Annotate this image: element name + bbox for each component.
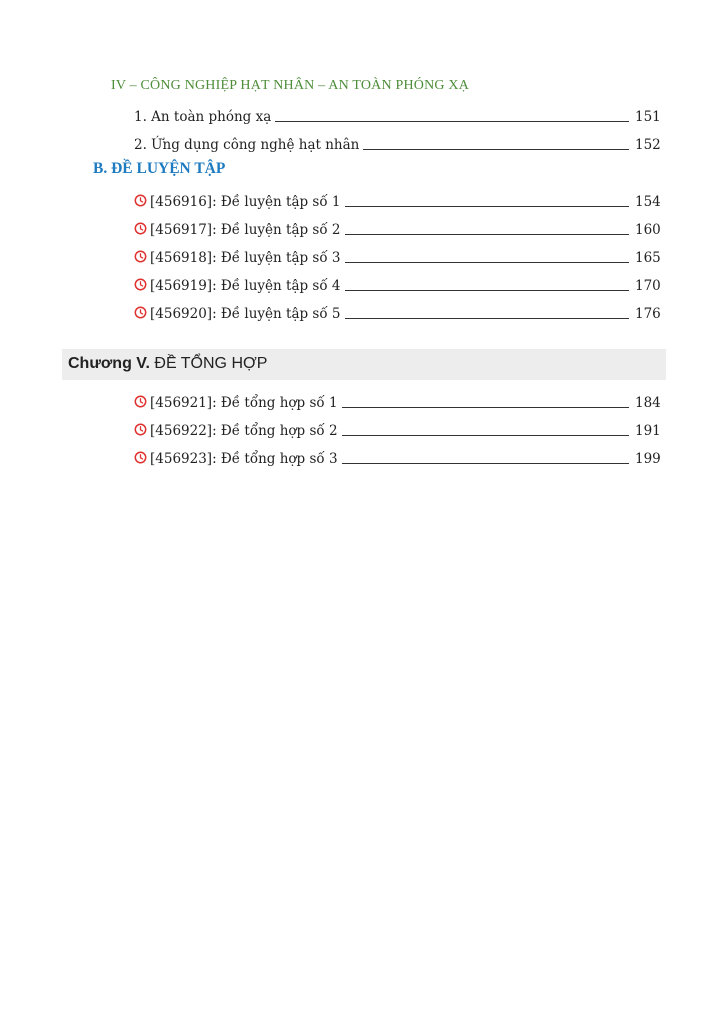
toc-entry-label-wrap: [134, 305, 341, 323]
toc-entry-label: [456917]: Đề luyện tập số 2: [150, 222, 341, 238]
toc-page-number: 170: [635, 278, 661, 294]
toc-entry-label-wrap: [134, 422, 338, 440]
toc-leader-line: [363, 148, 629, 150]
toc-entry-label: [456920]: Đề luyện tập số 5: [150, 306, 341, 322]
toc-entry-label-wrap: [134, 450, 338, 468]
chapter-v-header: [62, 349, 666, 380]
toc-leader-line: [345, 205, 630, 207]
toc-entry-label-wrap: [134, 193, 341, 211]
toc-entry-de-tong-hop-2[interactable]: [134, 418, 660, 440]
toc-entry-de-luyen-tap-1[interactable]: [134, 189, 660, 211]
clock-circle-icon: [134, 451, 147, 464]
toc-entry-label: [456921]: Đề tổng hợp số 1: [150, 395, 338, 411]
clock-circle-icon: [134, 395, 147, 408]
toc-entry-label: [456922]: Đề tổng hợp số 2: [150, 423, 338, 439]
toc-entry-label-wrap: [134, 221, 341, 239]
toc-leader-line: [345, 289, 630, 291]
toc-leader-line: [345, 261, 630, 263]
chapter-title: [68, 355, 267, 373]
toc-entry-label: [456923]: Đề tổng hợp số 3: [150, 451, 338, 467]
toc-leader-line: [275, 120, 629, 122]
toc-page-number: 184: [635, 395, 661, 411]
toc-page-number: 160: [635, 222, 661, 238]
toc-leader-line: [342, 406, 629, 408]
toc-entry-de-luyen-tap-4[interactable]: [134, 273, 660, 295]
clock-circle-icon: [134, 222, 147, 235]
toc-page-number: 165: [635, 250, 661, 266]
toc-page-number: 191: [635, 423, 661, 439]
toc-entry-an-toan-phong-xa[interactable]: [134, 104, 660, 126]
chapter-name: ĐỀ TỔNG HỢP: [154, 355, 268, 372]
toc-page-number: 152: [635, 137, 661, 153]
toc-entry-label: [456919]: Đề luyện tập số 4: [150, 278, 341, 294]
toc-entry-de-luyen-tap-2[interactable]: [134, 217, 660, 239]
toc-page-number: 151: [635, 109, 661, 125]
section-iv-heading: IV – CÔNG NGHIỆP HẠT NHÂN – AN TOÀN PHÓNG XẠ: [111, 78, 470, 93]
toc-entry-label-wrap: [134, 394, 338, 412]
chapter-prefix: Chương V.: [68, 355, 150, 372]
toc-leader-line: [342, 462, 629, 464]
toc-entry-de-luyen-tap-3[interactable]: [134, 245, 660, 267]
toc-page-number: 199: [635, 451, 661, 467]
toc-leader-line: [345, 233, 630, 235]
section-b-heading: B. ĐỀ LUYỆN TẬP: [93, 160, 226, 177]
toc-entry-label: 2. Ứng dụng công nghệ hạt nhân: [134, 137, 360, 153]
clock-circle-icon: [134, 194, 147, 207]
clock-circle-icon: [134, 250, 147, 263]
clock-circle-icon: [134, 278, 147, 291]
toc-entry-label: [456916]: Đề luyện tập số 1: [150, 194, 341, 210]
toc-entry-label: [456918]: Đề luyện tập số 3: [150, 250, 341, 266]
toc-entry-de-tong-hop-3[interactable]: [134, 446, 660, 468]
toc-entry-label-wrap: [134, 249, 341, 267]
toc-entry-label: 1. An toàn phóng xạ: [134, 109, 272, 125]
toc-entry-ung-dung-cong-nghe[interactable]: [134, 132, 660, 154]
toc-page-number: 154: [635, 194, 661, 210]
toc-entry-de-tong-hop-1[interactable]: [134, 390, 660, 412]
clock-circle-icon: [134, 423, 147, 436]
toc-entry-de-luyen-tap-5[interactable]: [134, 301, 660, 323]
toc-leader-line: [342, 434, 629, 436]
toc-leader-line: [345, 317, 630, 319]
toc-page-number: 176: [635, 306, 661, 322]
clock-circle-icon: [134, 306, 147, 319]
toc-entry-label-wrap: [134, 277, 341, 295]
